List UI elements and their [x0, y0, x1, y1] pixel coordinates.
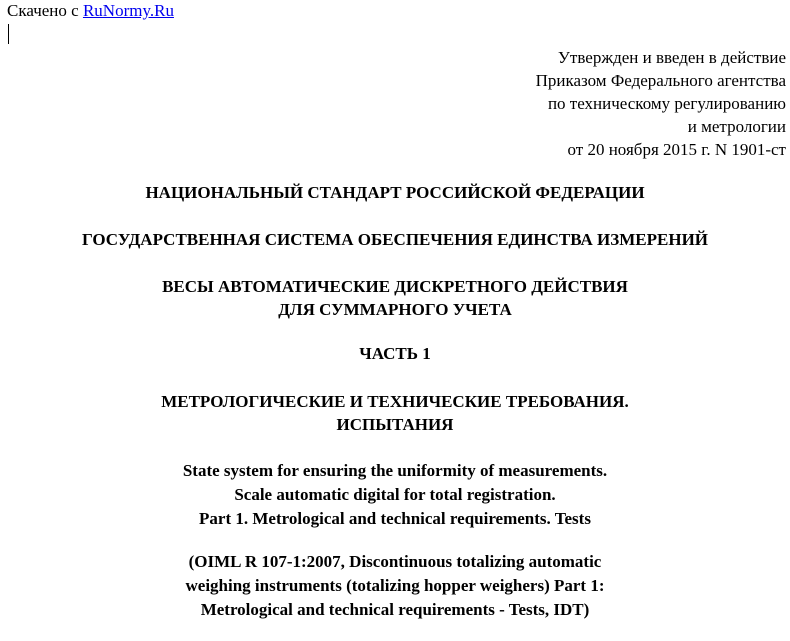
- approval-line: Утвержден и введен в действие: [557, 48, 786, 67]
- approval-block: [386, 46, 786, 161]
- approval-line: от 20 ноября 2015 г. N 1901-ст: [567, 140, 786, 159]
- oiml-reference-line: (OIML R 107-1:2007, Discontinuous totalizing automatic: [188, 552, 602, 571]
- part-title-line: ИСПЫТАНИЯ: [336, 415, 454, 434]
- approval-line: по техническому регулированию: [547, 94, 786, 113]
- part-heading: ЧАСТЬ 1: [359, 344, 431, 363]
- download-source-prefix: Скачено с: [7, 1, 79, 20]
- download-source-line: [7, 1, 174, 21]
- standard-title-line: ВЕСЫ АВТОМАТИЧЕСКИЕ ДИСКРЕТНОГО ДЕЙСТВИЯ: [162, 277, 628, 296]
- part-title: [0, 390, 790, 436]
- approval-line: Приказом Федерального агентства: [535, 71, 786, 90]
- english-title-line: Scale automatic digital for total registration.: [234, 485, 556, 504]
- oiml-reference-line: Metrological and technical requirements - Tests, IDT): [200, 600, 590, 619]
- oiml-reference: [0, 550, 790, 622]
- national-standard-heading: НАЦИОНАЛЬНЫЙ СТАНДАРТ РОССИЙСКОЙ ФЕДЕРАЦИИ: [145, 183, 645, 202]
- standard-title-line: ДЛЯ СУММАРНОГО УЧЕТА: [278, 300, 512, 319]
- standard-title: [0, 275, 790, 321]
- text-cursor: [8, 24, 9, 44]
- approval-line: и метрологии: [687, 117, 786, 136]
- english-title-line: Part 1. Metrological and technical requirements. Tests: [199, 509, 591, 528]
- english-title: [0, 459, 790, 531]
- state-system-heading: ГОСУДАРСТВЕННАЯ СИСТЕМА ОБЕСПЕЧЕНИЯ ЕДИНСТВА ИЗМЕРЕНИЙ: [81, 230, 709, 249]
- runormy-link[interactable]: RuNormy.Ru: [82, 1, 174, 20]
- english-title-line: State system for ensuring the uniformity of measurements.: [182, 461, 608, 480]
- oiml-reference-line: weighing instruments (totalizing hopper weighers) Part 1:: [185, 576, 605, 595]
- part-title-line: МЕТРОЛОГИЧЕСКИЕ И ТЕХНИЧЕСКИЕ ТРЕБОВАНИЯ.: [161, 392, 629, 411]
